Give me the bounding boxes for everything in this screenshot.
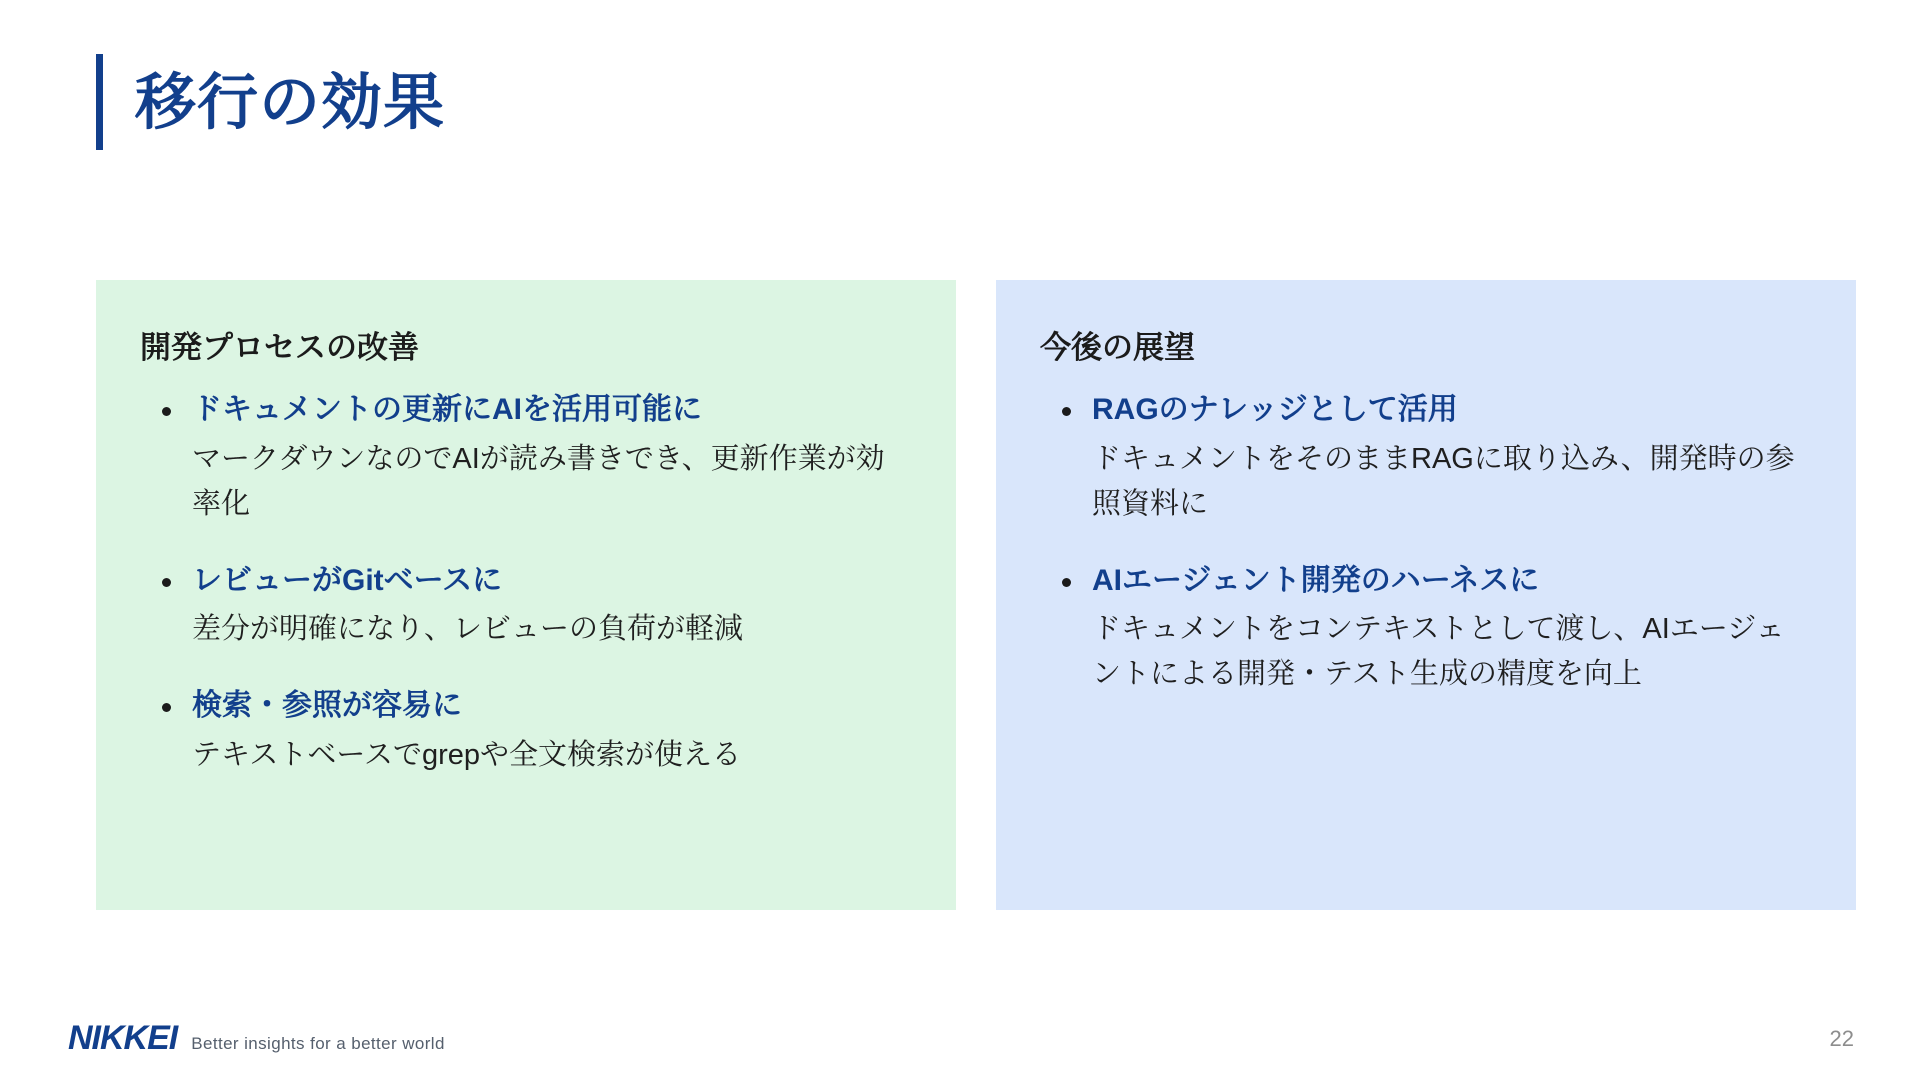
panel-development-process [96, 280, 956, 910]
bullet-dot-icon [162, 407, 171, 416]
list-item-title: 検索・参照が容易に [192, 689, 462, 723]
list-item-desc: マークダウンなのでAIが読み書きでき、更新作業が効率化 [192, 442, 885, 520]
bullet-dot-icon [162, 578, 171, 587]
panel-heading: 今後の展望 [1040, 330, 1195, 365]
list-item-title: RAGのナレッジとして活用 [1092, 393, 1458, 427]
bullet-dot-icon [1062, 578, 1071, 587]
logo [68, 1019, 445, 1058]
list-item-title: AIエージェント開発のハーネスに [1092, 563, 1540, 597]
list-item-desc: 差分が明確になり、レビューの負荷が軽減 [192, 613, 744, 646]
bullet-list [1040, 390, 1812, 697]
list-item-desc: ドキュメントをコンテキストとして渡し、AIエージェントによる開発・テスト生成の精度を向上 [1092, 613, 1785, 691]
content-panels [96, 280, 1856, 910]
bullet-list [140, 390, 912, 777]
page-title [96, 54, 445, 150]
logo-tagline: Better insights for a better world [191, 1034, 445, 1053]
list-item-title: ドキュメントの更新にAIを活用可能に [192, 393, 702, 427]
title-text: 移行の効果 [135, 67, 446, 136]
bullet-dot-icon [162, 703, 171, 712]
list-item-desc: ドキュメントをそのままRAGに取り込み、開発時の参照資料に [1092, 442, 1795, 520]
bullet-dot-icon [1062, 407, 1071, 416]
list-item-title: レビューがGitベースに [192, 563, 503, 597]
list-item [140, 390, 912, 526]
panel-future-outlook [996, 280, 1856, 910]
page-number: 22 [1829, 1026, 1854, 1051]
list-item [140, 686, 912, 777]
list-item [1040, 561, 1812, 697]
list-item [1040, 390, 1812, 526]
title-accent-bar [96, 54, 103, 150]
list-item-desc: テキストベースでgrepや全文検索が使える [192, 738, 742, 771]
panel-heading: 開発プロセスの改善 [140, 330, 419, 365]
slide-footer [0, 990, 1920, 1080]
list-item [140, 561, 912, 652]
nikkei-logo-text: NIKKEI [68, 1019, 178, 1057]
